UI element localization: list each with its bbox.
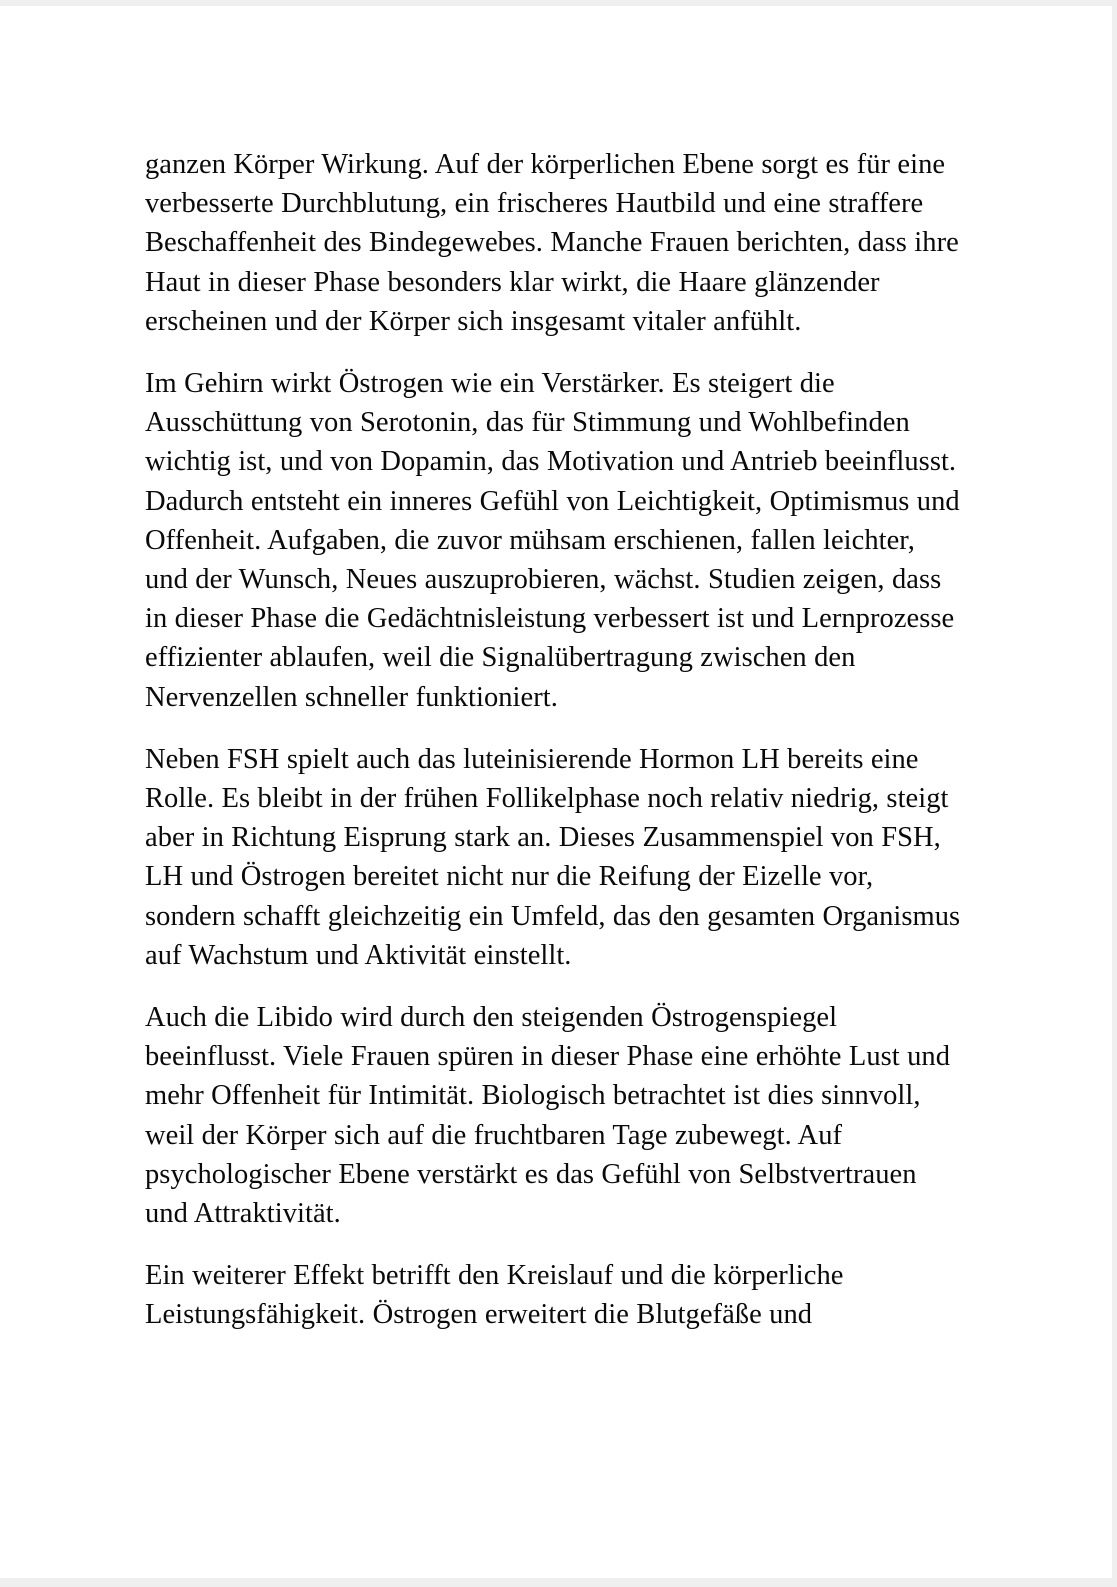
body-paragraph: Neben FSH spielt auch das luteinisierende Hormon LH bereits eine Rolle. Es bleibt in der frühen Follikelphase noch relativ niedrig, steigt aber in Richtung Eisprung stark an. Dieses Zusammenspiel von FSH, LH und Östrogen bereitet nicht nur die Reifung der Eizelle vor, sondern schafft gleichzeitig ein Umfeld, das den gesamten Organismus auf Wachstum und Aktivität einstellt. — [145, 743, 961, 971]
text-column — [145, 145, 965, 1335]
body-paragraph: Ein weiterer Effekt betrifft den Kreislauf und die körperliche Leistungsfähigkeit. Östrogen erweitert die Blutgefäße und — [145, 1260, 844, 1331]
body-paragraph: Im Gehirn wirkt Östrogen wie ein Verstärker. Es steigert die Ausschüttung von Serotonin, das für Stimmung und Wohlbefinden wichtig ist, und von Dopamin, das Motivation und Antrieb beeinflusst. Dadurch entsteht ein inneres Gefühl von Leichtigkeit, Optimismus und Offenheit. Aufgaben, die zuvor mühsam erschienen, fallen leichter, und der Wunsch, Neues auszuprobieren, wächst. Studien zeigen, dass in dieser Phase die Gedächtnisleistung verbessert ist und Lernprozesse effizienter ablaufen, weil die Signalübertragung zwischen den Nervenzellen schneller funktioniert. — [145, 368, 960, 713]
body-paragraph: Auch die Libido wird durch den steigenden Östrogenspiegel beeinflusst. Viele Frauen spüren in dieser Phase eine erhöhte Lust und mehr Offenheit für Intimität. Biologisch betrachtet ist dies sinnvoll, weil der Körper sich auf die fruchtbaren Tage zubewegt. Auf psychologischer Ebene verstärkt es das Gefühl von Selbstvertrauen und Attraktivität. — [145, 1002, 951, 1230]
body-paragraph: ganzen Körper Wirkung. Auf der körperlichen Ebene sorgt es für eine verbesserte Durchblutung, ein frischeres Hautbild und eine straffere Beschaffenheit des Bindegewebes. Manche Frauen berichten, dass ihre Haut in dieser Phase besonders klar wirkt, die Haare glänzender erscheinen und der Körper sich insgesamt vitaler anfühlt. — [145, 149, 959, 337]
page-sheet — [0, 6, 1112, 1578]
